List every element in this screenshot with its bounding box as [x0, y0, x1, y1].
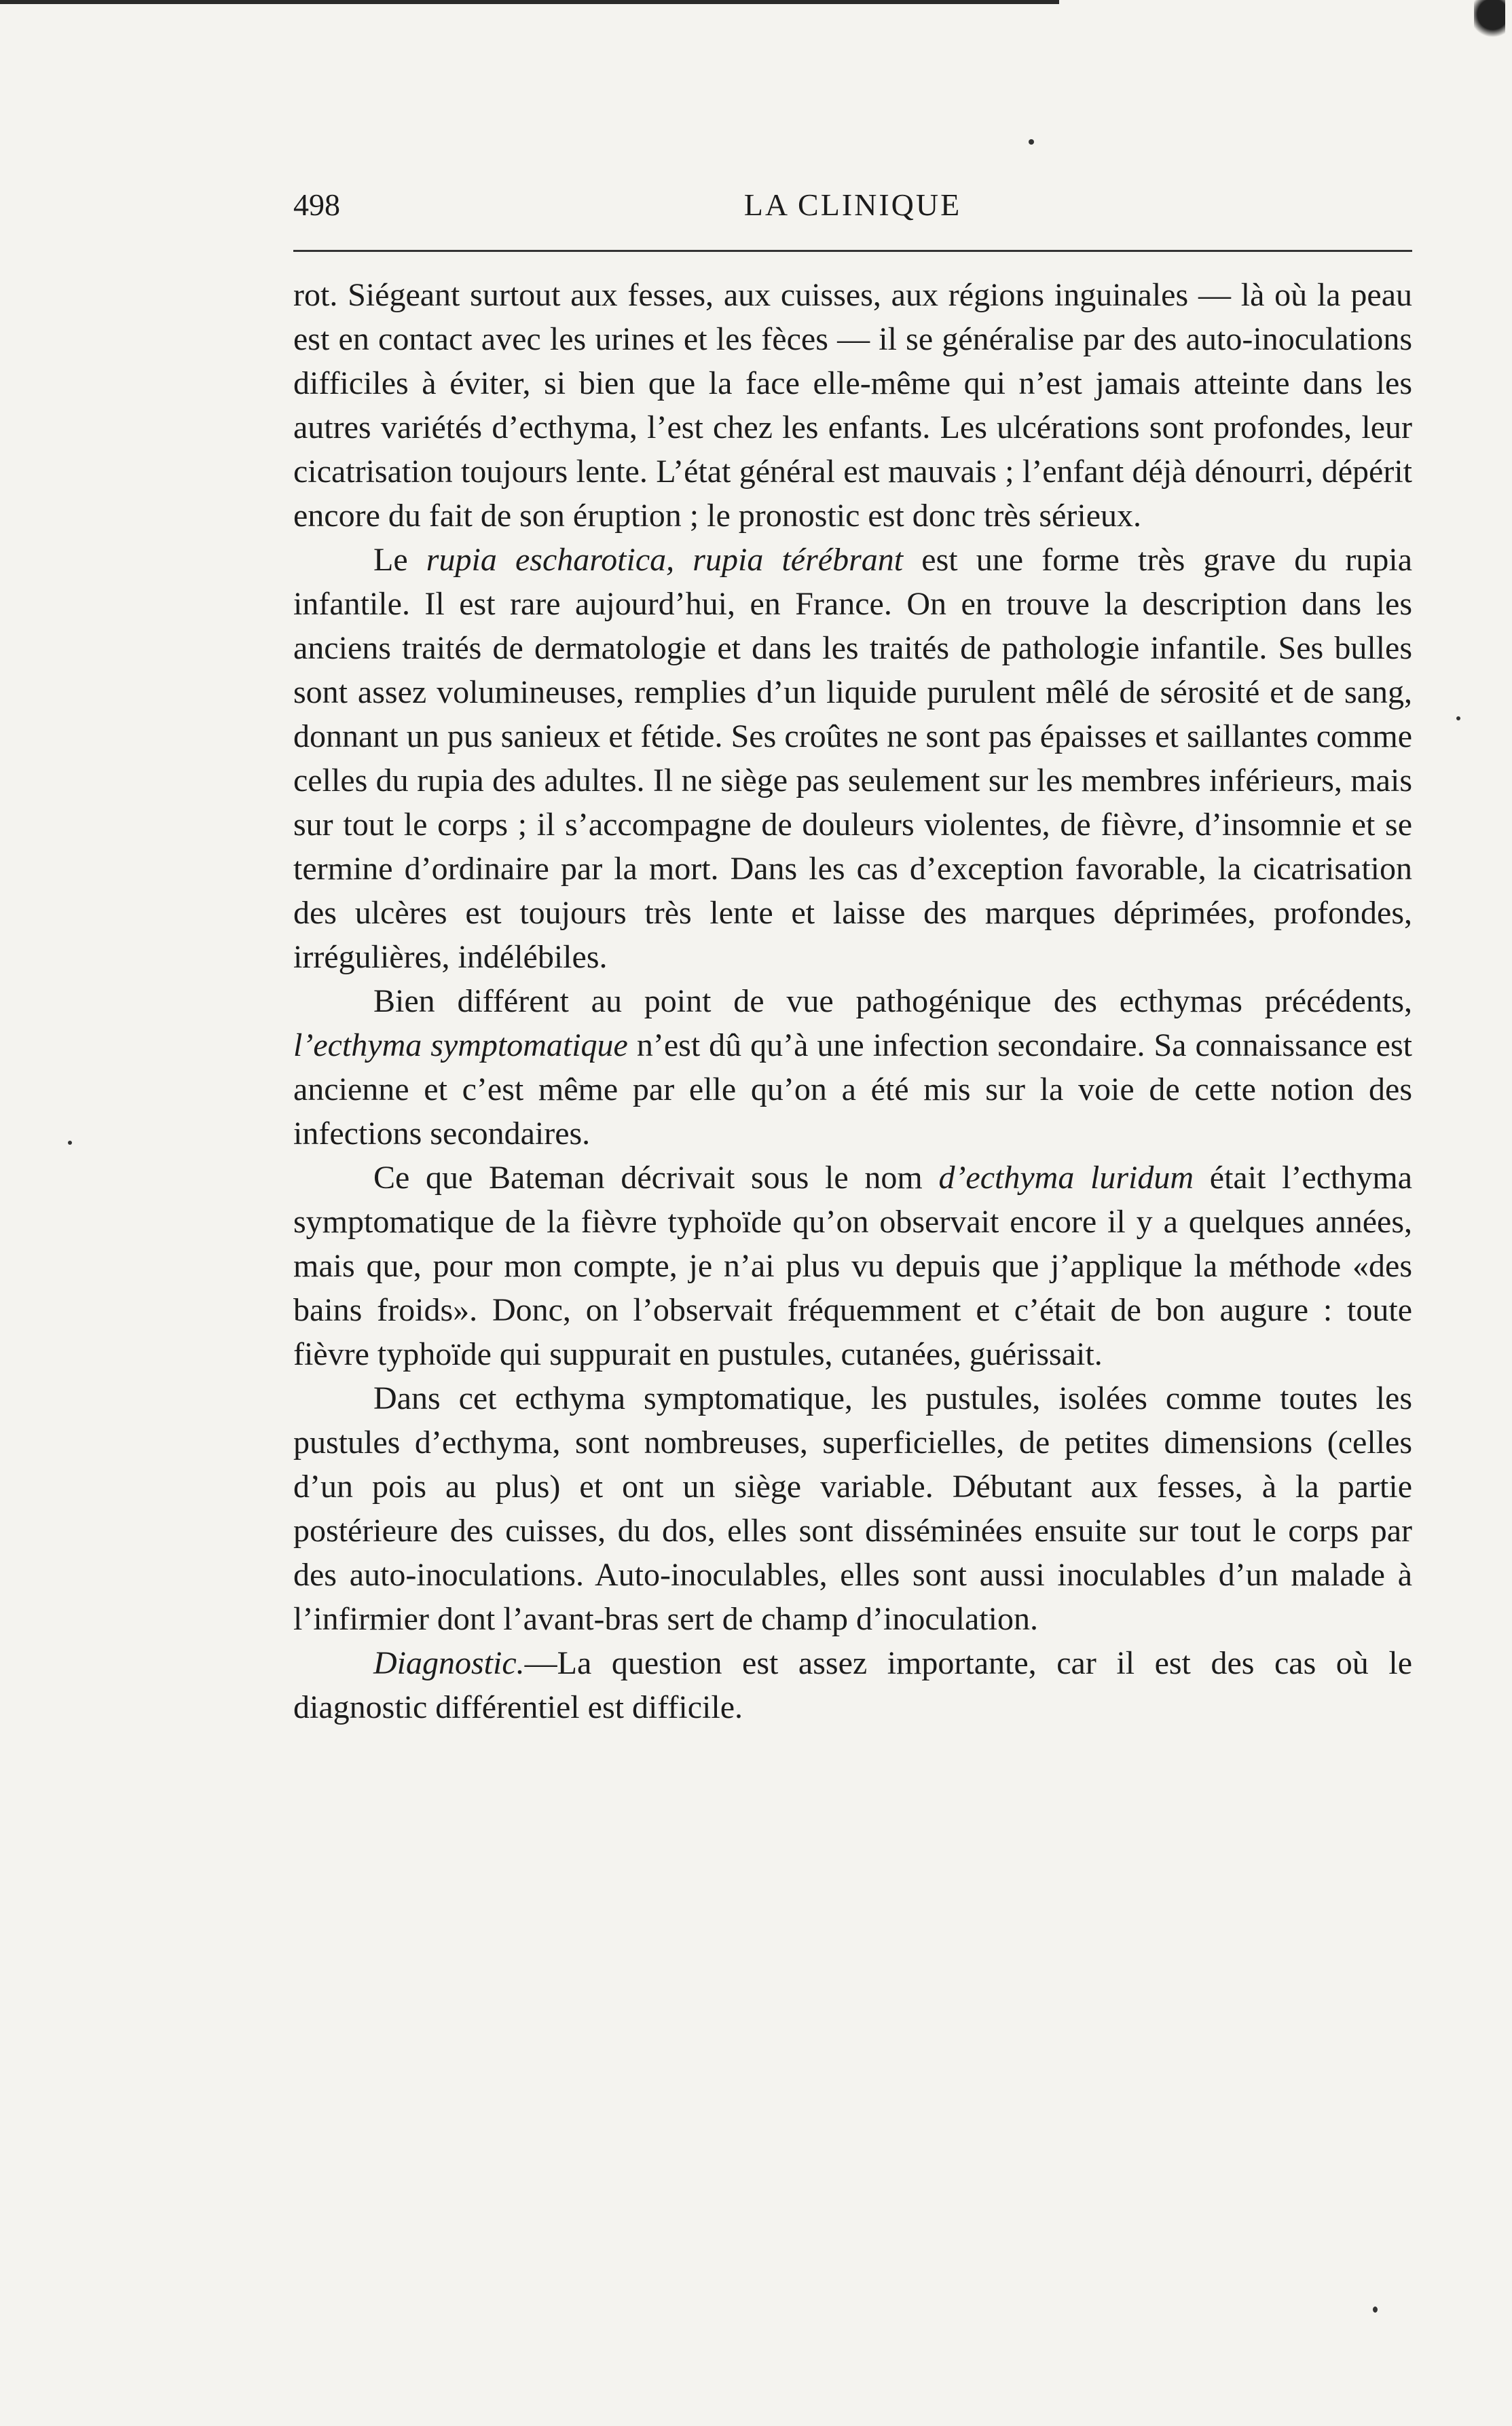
paragraph-text: n’est dû qu’à une infection secondaire. Sa connaissance est ancienne et c’est même par elle qu’on a été mis sur la voie de cette notion des infections secondaires.: [293, 1027, 1413, 1152]
paragraph-lead: Le: [373, 542, 426, 578]
paragraph: [293, 538, 1412, 979]
page-number: 498: [293, 187, 340, 222]
scan-speck: [1029, 139, 1034, 145]
scan-speck: [1456, 716, 1460, 720]
paragraph-text: était l’ecthyma symptomatique de la fièvre typhoïde qu’on observait encore il y a quelques années, mais que, pour mon compte, je n’ai plus vu depuis que j’applique la méthode «des bains froids». Donc, on l’observait fréquemment et c’était de bon augure : toute fièvre typhoïde qui suppurait en pustules, cutanées, guérissait.: [293, 1160, 1413, 1372]
paragraph: [293, 979, 1412, 1156]
paragraph: [293, 1641, 1412, 1729]
scan-corner-mark: [1474, 0, 1505, 48]
paragraph-text: Dans cet ecthyma symptomatique, les pustules, isolées comme toutes les pustules d’ecthyma, sont nombreuses, superficielles, de petites dimensions (celles d’un pois au plus) et ont un siège variable. Débutant aux fesses, à la partie postérieure des cuisses, du dos, elles sont disséminées ensuite sur tout le corps par des auto-inoculations. Auto-inoculables, elles sont aussi inoculables d’un malade à l’infirmier dont l’avant-bras sert de champ d’inoculation.: [293, 1380, 1412, 1637]
header-rule: [293, 250, 1412, 252]
paragraph-text: est une forme très grave du rupia infantile. Il est rare aujourd’hui, en France. On en trouve la description dans les anciens traités de dermatologie et dans les traités de pathologie infantile. Ses bulles sont assez volumineuses, remplies d’un liquide purulent mêlé de sérosité et de sang, donnant un pus sanieux et fétide. Ses croûtes ne sont pas épaisses et saillantes comme celles du rupia des adultes. Il ne siège pas seulement sur les membres inférieurs, mais sur tout le corps ; il s’accompagne de douleurs violentes, de fièvre, d’insomnie et se termine d’ordinaire par la mort. Dans les cas d’exception favorable, la cicatrisation des ulcères est toujours très lente et laisse des marques déprimées, profondes, irrégulières, indélébiles.: [293, 542, 1413, 975]
section-heading-diagnostic: Diagnostic.: [373, 1645, 525, 1681]
paragraph: [293, 273, 1412, 538]
paragraph: [293, 1156, 1412, 1376]
page-header: [293, 187, 1412, 227]
paragraph-lead: Bien différent au point de vue pathogénique des ecthymas précédents,: [373, 983, 1412, 1019]
paragraph-text: —La question est assez importante, car il est des cas où le diagnostic différentiel est difficile.: [293, 1645, 1412, 1725]
scan-speck: [68, 1141, 72, 1145]
running-head: LA CLINIQUE: [743, 187, 962, 222]
paragraph: [293, 1376, 1412, 1641]
body-text: [293, 273, 1412, 1729]
paragraph-text: rot. Siégeant surtout aux fesses, aux cuisses, aux régions inguinales — là où la peau est en contact avec les urines et les fèces — il se généralise par des auto-inoculations difficiles à éviter, si bien que la face elle-même qui n’est jamais atteinte dans les autres variétés d’ecthyma, l’est chez les enfants. Les ulcérations sont profondes, leur cicatrisation toujours lente. L’état général est mauvais ; l’enfant déjà dénourri, dépérit encore du fait de son éruption ; le pronostic est donc très sérieux.: [293, 277, 1412, 534]
italic-term: rupia escharotica, rupia térébrant: [426, 542, 904, 578]
italic-term: d’ecthyma luridum: [938, 1160, 1194, 1196]
italic-term: l’ecthyma symptomatique: [293, 1027, 628, 1063]
scan-speck: [1373, 2306, 1378, 2313]
paragraph-lead: Ce que Bateman décrivait sous le nom: [373, 1160, 939, 1196]
scan-top-edge: [0, 0, 1059, 4]
